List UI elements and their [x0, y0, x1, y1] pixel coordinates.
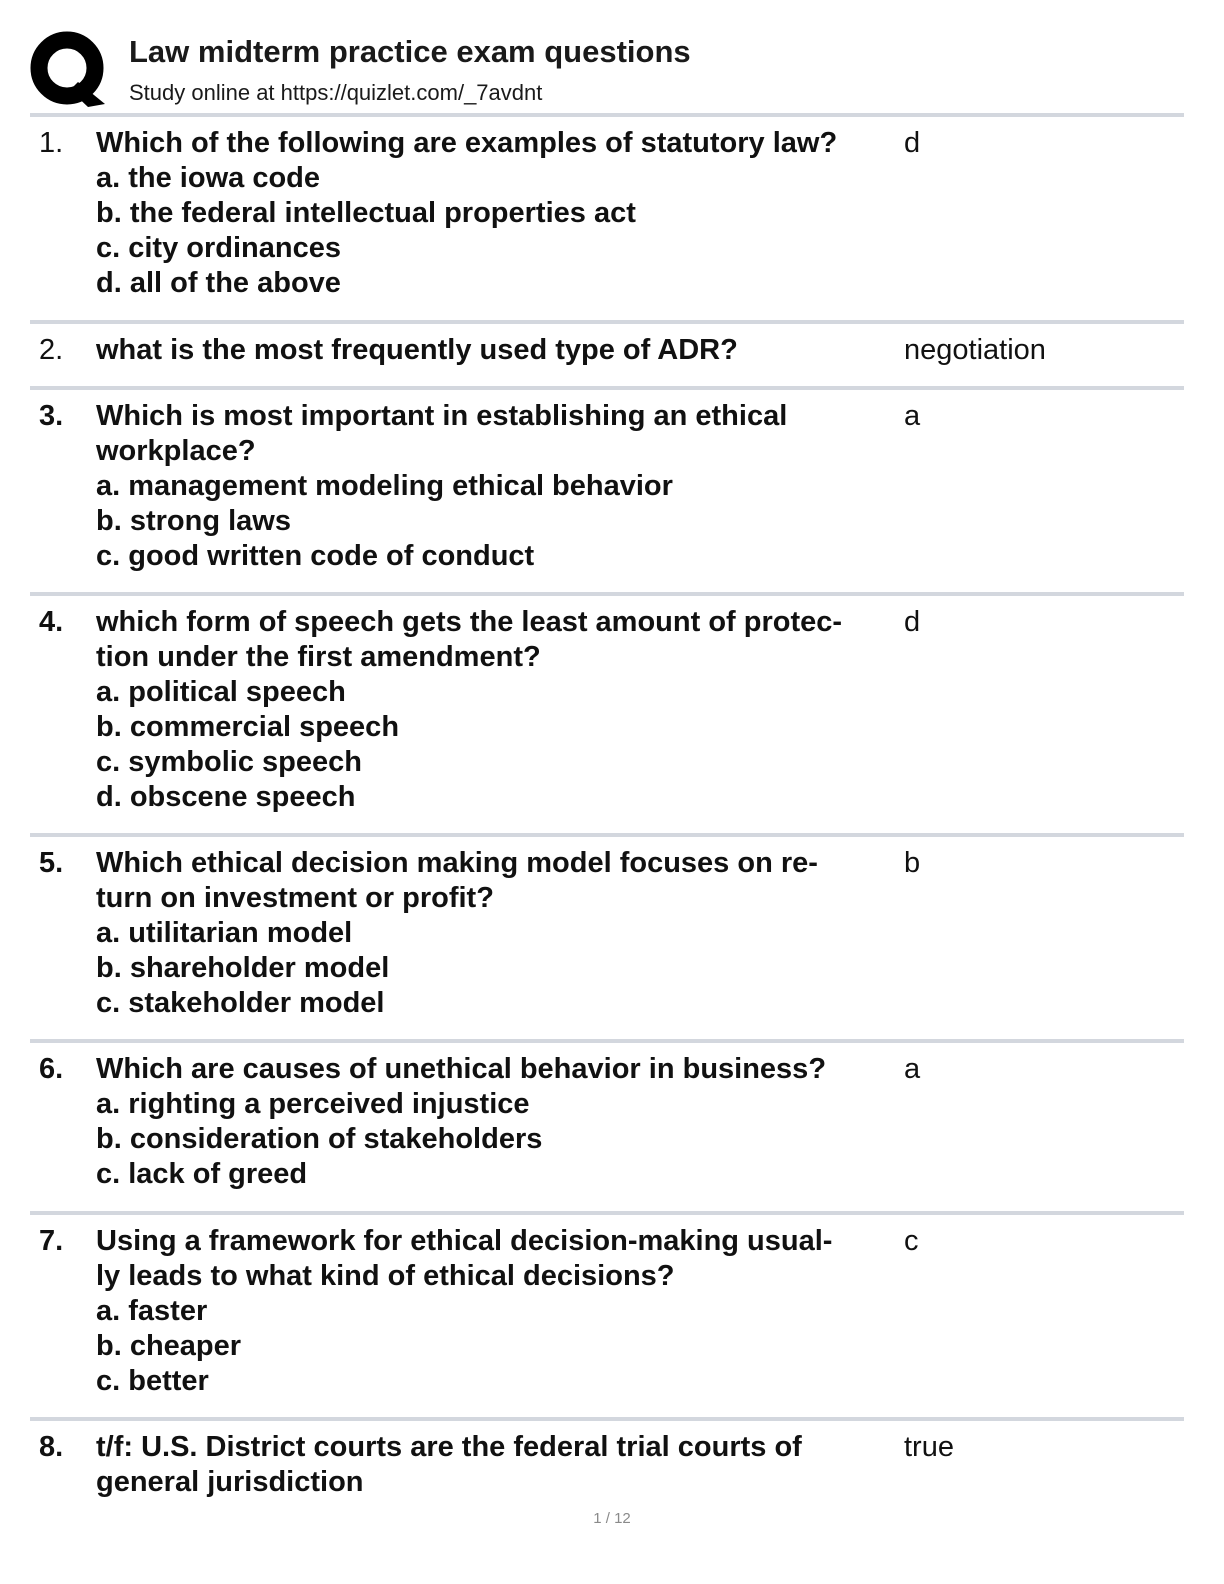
answer-option: d. all of the above [96, 267, 341, 299]
document-header [30, 30, 1184, 114]
question-number: 1. [39, 127, 64, 159]
question-text [96, 399, 896, 574]
answer-option: b. consideration of stakeholders [96, 1123, 543, 1155]
answer-option: c. stakeholder model [96, 987, 385, 1019]
question-row-2 [30, 320, 1184, 386]
answer-option: d. obscene speech [96, 781, 356, 813]
question-row-8 [30, 1417, 1184, 1507]
question-list [30, 113, 1184, 1507]
question-answer: d [904, 127, 921, 159]
question-line: general jurisdiction [96, 1466, 364, 1498]
question-text [96, 846, 896, 1021]
document-title: Law midterm practice exam questions [129, 34, 691, 69]
answer-option: b. the federal intellectual properties act [96, 197, 636, 229]
question-number: 3. [39, 400, 64, 432]
answer-option: c. city ordinances [96, 232, 341, 264]
answer-option: c. better [96, 1365, 209, 1397]
question-row-3 [30, 386, 1184, 592]
question-text [96, 605, 896, 815]
answer-option: c. symbolic speech [96, 746, 362, 778]
question-answer: true [904, 1431, 954, 1463]
question-text [96, 333, 896, 368]
question-row-5 [30, 833, 1184, 1039]
question-answer: b [904, 847, 921, 879]
question-row-7 [30, 1211, 1184, 1417]
question-line: which form of speech gets the least amount of protec- [96, 606, 843, 638]
question-answer: a [904, 1053, 921, 1085]
question-line: Using a framework for ethical decision-making usual- [96, 1225, 833, 1257]
page-number: 1 / 12 [593, 1510, 631, 1527]
question-answer: a [904, 400, 921, 432]
answer-option: a. righting a perceived injustice [96, 1088, 530, 1120]
question-number: 6. [39, 1053, 64, 1085]
question-number: 4. [39, 606, 64, 638]
question-number: 2. [39, 334, 64, 366]
question-text [96, 1052, 896, 1192]
question-line: t/f: U.S. District courts are the federal trial courts of [96, 1431, 802, 1463]
question-line: Which are causes of unethical behavior in business? [96, 1053, 827, 1085]
document-subtitle: Study online at https://quizlet.com/_7avdnt [129, 80, 543, 105]
answer-option: a. faster [96, 1295, 208, 1327]
answer-option: a. utilitarian model [96, 917, 353, 949]
question-number: 7. [39, 1225, 64, 1257]
question-text [96, 126, 896, 301]
question-line: tion under the first amendment? [96, 641, 541, 673]
question-row-6 [30, 1039, 1184, 1211]
answer-option: b. cheaper [96, 1330, 242, 1362]
answer-option: b. strong laws [96, 505, 291, 537]
answer-option: a. political speech [96, 676, 346, 708]
question-line: turn on investment or profit? [96, 882, 494, 914]
question-line: Which ethical decision making model focuses on re- [96, 847, 818, 879]
question-line: Which is most important in establishing an ethical [96, 400, 788, 432]
question-line: what is the most frequently used type of ADR? [96, 334, 738, 366]
question-number: 8. [39, 1431, 64, 1463]
question-answer: negotiation [904, 334, 1046, 366]
question-text [96, 1430, 896, 1500]
question-answer: d [904, 606, 921, 638]
answer-option: c. good written code of conduct [96, 540, 535, 572]
answer-option: b. shareholder model [96, 952, 390, 984]
question-row-4 [30, 592, 1184, 833]
answer-option: b. commercial speech [96, 711, 400, 743]
answer-option: c. lack of greed [96, 1158, 308, 1190]
question-line: workplace? [96, 435, 256, 467]
answer-option: a. the iowa code [96, 162, 320, 194]
quizlet-logo-icon [30, 30, 108, 108]
question-line: ly leads to what kind of ethical decisions? [96, 1260, 675, 1292]
question-number: 5. [39, 847, 64, 879]
question-line: Which of the following are examples of statutory law? [96, 127, 838, 159]
answer-option: a. management modeling ethical behavior [96, 470, 673, 502]
question-text [96, 1224, 896, 1399]
question-answer: c [904, 1225, 919, 1257]
question-row-1 [30, 113, 1184, 320]
